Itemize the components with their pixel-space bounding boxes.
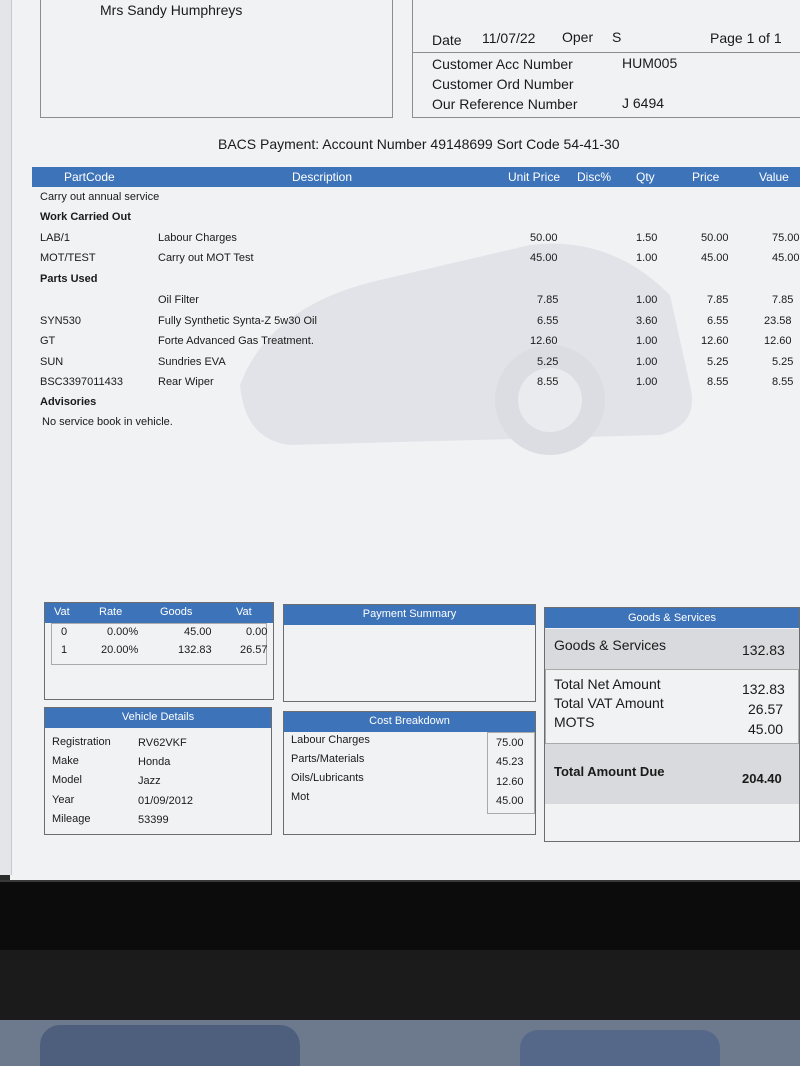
bacs-payment-line: BACS Payment: Account Number 49148699 Sort Code 54-41-30 — [218, 136, 620, 152]
qty: 1.00 — [636, 335, 658, 347]
qty: 1.00 — [636, 294, 658, 306]
part-code: MOT/TEST — [40, 252, 96, 264]
year-value: 01/09/2012 — [138, 795, 194, 807]
part-code: BSC3397011433 — [40, 376, 123, 388]
ord-label: Customer Ord Number — [432, 76, 574, 92]
col-value: Value — [759, 170, 789, 184]
value: 12.60 — [764, 335, 792, 347]
payment-summary-panel — [283, 604, 536, 702]
oper-value: S — [612, 29, 622, 45]
oils-label: Oils/Lubricants — [291, 772, 364, 784]
mot-label: Mot — [291, 791, 310, 803]
header-divider — [412, 52, 800, 53]
acc-value: HUM005 — [622, 55, 678, 71]
vat-rows-frame — [51, 623, 267, 665]
unit-price: 5.25 — [537, 356, 559, 368]
vehicle-details-title: Vehicle Details — [121, 711, 195, 723]
parts-materials-value: 45.23 — [496, 756, 524, 768]
desk-edge — [0, 880, 800, 950]
labour-label: Labour Charges — [291, 734, 370, 746]
page-number: Page 1 of 1 — [710, 30, 782, 46]
mileage-label: Mileage — [52, 813, 91, 825]
value: 75.00 — [772, 232, 800, 244]
vat-code: 0 — [61, 626, 68, 638]
vat-panel — [44, 602, 274, 700]
col-price: Price — [692, 170, 720, 184]
make-value: Honda — [138, 756, 171, 768]
goods-services-panel — [544, 607, 800, 842]
unit-price: 6.55 — [537, 315, 559, 327]
col-unit-price: Unit Price — [508, 170, 561, 184]
goods-value: 132.83 — [742, 642, 785, 658]
make-label: Make — [52, 755, 79, 767]
vat-rate: 20.00% — [101, 644, 139, 656]
mot-value: 45.00 — [496, 795, 524, 807]
customer-name: Mrs Sandy Humphreys — [100, 2, 243, 18]
price: 8.55 — [707, 376, 729, 388]
part-code: SYN530 — [40, 315, 81, 327]
payment-summary-header — [284, 605, 535, 625]
col-description: Description — [292, 170, 353, 184]
ref-label: Our Reference Number — [432, 96, 578, 112]
part-description: Sundries EVA — [158, 356, 226, 368]
goods-services-header — [545, 608, 799, 628]
price: 12.60 — [701, 335, 729, 347]
part-description: Forte Advanced Gas Treatment. — [158, 335, 314, 347]
vat-panel-header — [45, 603, 273, 623]
year-label: Year — [52, 794, 75, 806]
cost-breakdown-panel — [283, 711, 536, 835]
vat-col-rate: Rate — [99, 606, 123, 618]
unit-price: 7.85 — [537, 294, 559, 306]
vat-col-vat: Vat — [54, 606, 70, 618]
total-due-label: Total Amount Due — [554, 764, 665, 779]
parts-materials-label: Parts/Materials — [291, 753, 365, 765]
vat-code: 1 — [61, 644, 68, 656]
value: 23.58 — [764, 315, 792, 327]
vat-col-goods: Goods — [160, 606, 193, 618]
ref-value: J 6494 — [622, 95, 665, 111]
total-due-value: 204.40 — [742, 771, 782, 786]
vat-goods: 45.00 — [184, 626, 212, 638]
vat-total-label: Total VAT Amount — [554, 695, 664, 711]
value: 8.55 — [772, 376, 794, 388]
vehicle-details-header — [45, 708, 271, 728]
vat-col-vat-amount: Vat — [236, 606, 252, 618]
part-description: Rear Wiper — [158, 376, 214, 388]
oils-value: 12.60 — [496, 776, 524, 788]
desk-surface — [0, 950, 800, 1030]
net-label: Total Net Amount — [554, 676, 661, 692]
payment-summary-title: Payment Summary — [362, 608, 457, 620]
advisories-heading: Advisories — [40, 396, 97, 408]
registration-value: RV62VKF — [138, 737, 187, 749]
intro-line: Carry out annual service — [40, 191, 160, 203]
unit-price: 8.55 — [537, 376, 559, 388]
model-label: Model — [52, 774, 82, 786]
oper-label: Oper — [562, 29, 594, 45]
value: 45.00 — [772, 252, 800, 264]
qty: 1.50 — [636, 232, 658, 244]
date-label: Date — [432, 32, 462, 48]
vehicle-details-panel — [44, 707, 272, 835]
unit-price: 12.60 — [530, 335, 558, 347]
acc-label: Customer Acc Number — [432, 56, 573, 72]
part-description: Fully Synthetic Synta-Z 5w30 Oil — [158, 315, 317, 327]
col-partcode: PartCode — [64, 170, 115, 184]
labour-value: 75.00 — [496, 737, 524, 749]
items-table-header — [32, 167, 800, 187]
paper-under-edge — [0, 0, 12, 875]
price: 7.85 — [707, 294, 729, 306]
work-heading: Work Carried Out — [40, 211, 131, 223]
unit-price: 45.00 — [530, 252, 558, 264]
col-qty: Qty — [636, 170, 655, 184]
part-description: Oil Filter — [158, 294, 199, 306]
vat-amount: 26.57 — [240, 644, 268, 656]
vat-total-value: 26.57 — [748, 701, 784, 717]
model-value: Jazz — [138, 775, 161, 787]
car-watermark-icon — [230, 185, 700, 475]
vat-goods: 132.83 — [178, 644, 212, 656]
price: 6.55 — [707, 315, 729, 327]
qty: 1.00 — [636, 376, 658, 388]
background-fabric — [520, 1030, 720, 1066]
col-disc: Disc% — [577, 170, 612, 184]
part-code: LAB/1 — [40, 232, 70, 244]
background-fabric — [40, 1025, 300, 1066]
part-code: GT — [40, 335, 56, 347]
vat-amount: 0.00 — [246, 626, 268, 638]
advisory-text: No service book in vehicle. — [42, 416, 173, 428]
mots-label: MOTS — [554, 714, 595, 730]
qty: 1.00 — [636, 252, 658, 264]
qty: 1.00 — [636, 356, 658, 368]
part-code: SUN — [40, 356, 64, 368]
cost-breakdown-title: Cost Breakdown — [369, 715, 450, 727]
goods-label: Goods & Services — [554, 637, 667, 653]
value: 7.85 — [772, 294, 794, 306]
cost-breakdown-header — [284, 712, 535, 732]
price: 50.00 — [701, 232, 729, 244]
registration-label: Registration — [52, 736, 111, 748]
mots-value: 45.00 — [748, 721, 784, 737]
price: 45.00 — [701, 252, 729, 264]
goods-services-title: Goods & Services — [627, 612, 717, 624]
value: 5.25 — [772, 356, 794, 368]
mileage-value: 53399 — [138, 814, 169, 826]
parts-heading: Parts Used — [40, 273, 98, 285]
part-description: Labour Charges — [158, 232, 237, 244]
vat-rate: 0.00% — [107, 626, 139, 638]
part-description: Carry out MOT Test — [158, 252, 254, 264]
net-value: 132.83 — [742, 681, 785, 697]
date-value: 11/07/22 — [482, 30, 536, 46]
qty: 3.60 — [636, 315, 658, 327]
unit-price: 50.00 — [530, 232, 558, 244]
price: 5.25 — [707, 356, 729, 368]
